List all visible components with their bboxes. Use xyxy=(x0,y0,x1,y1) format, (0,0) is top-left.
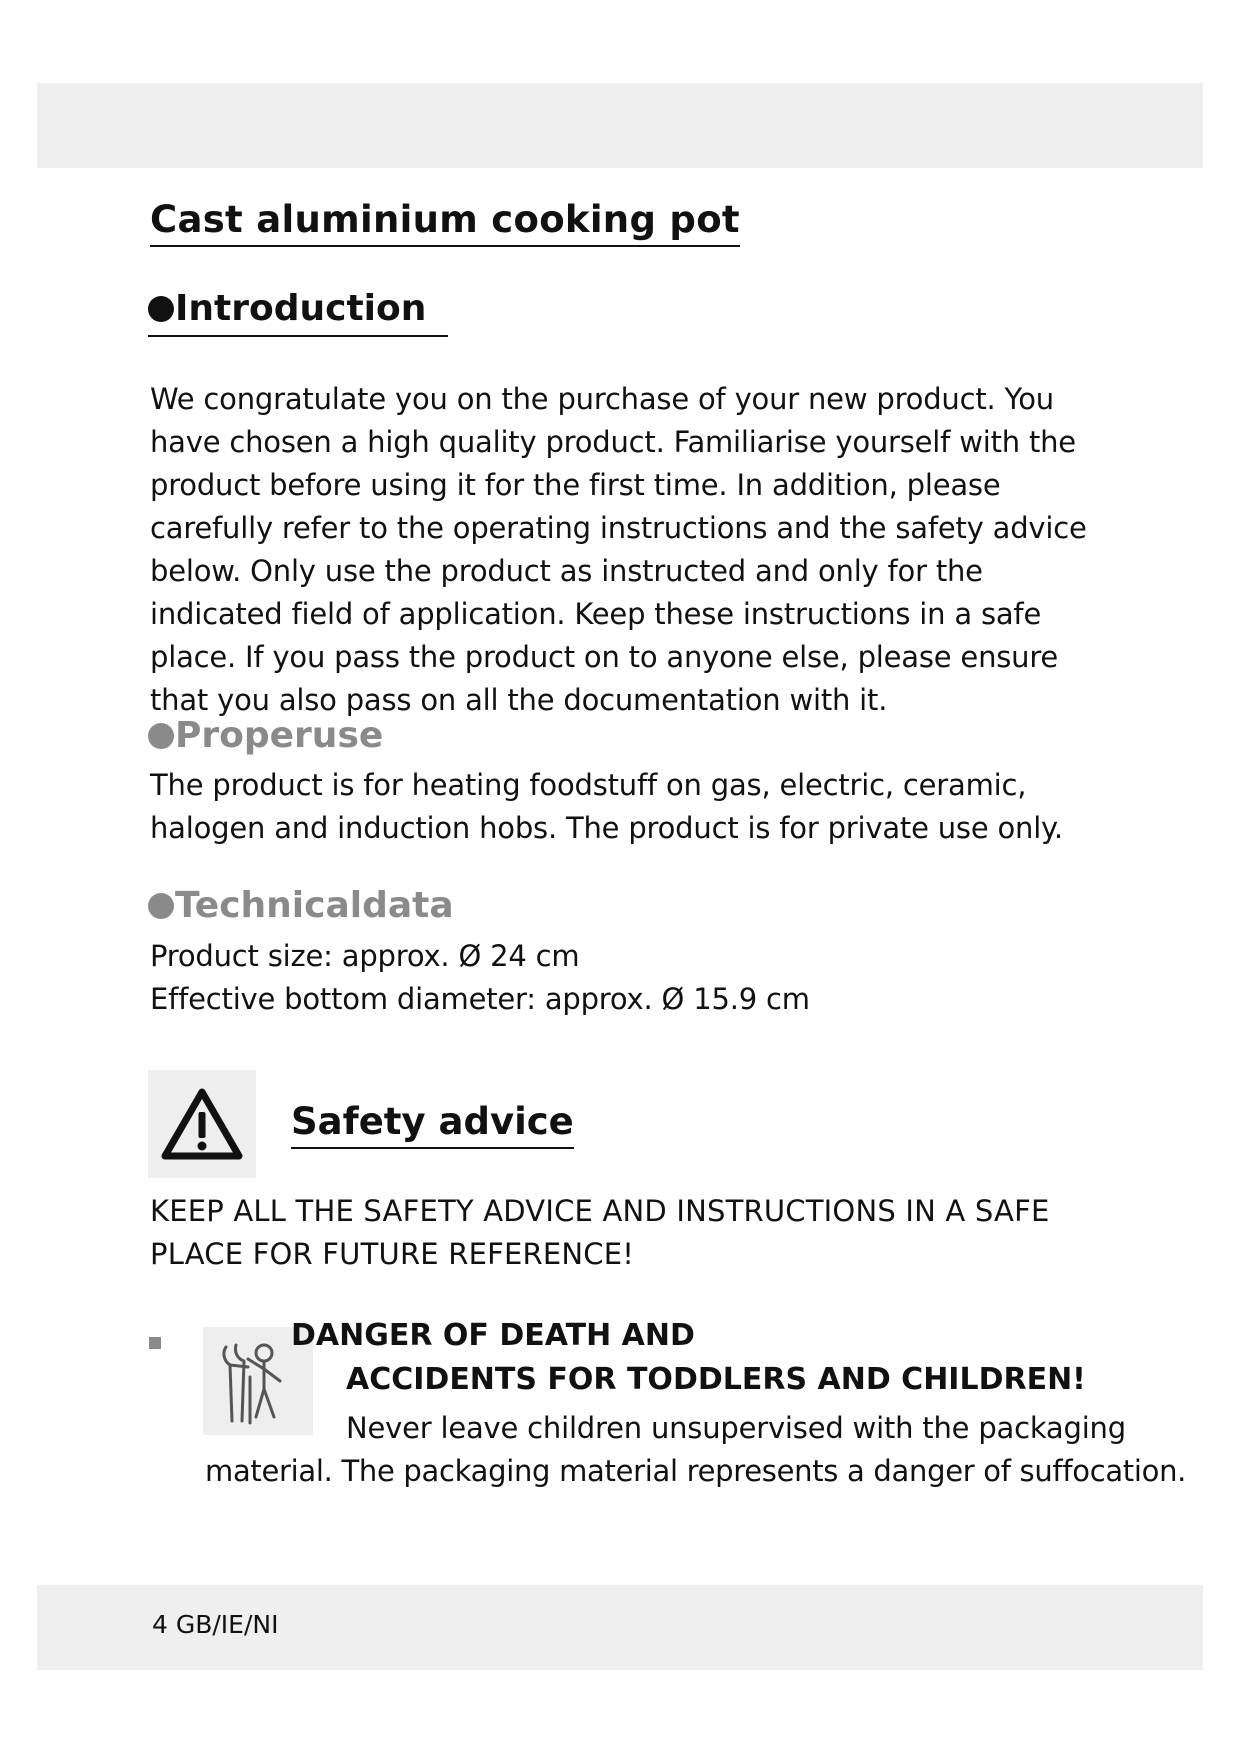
bullet-icon xyxy=(148,723,174,749)
proper-use-heading-label: Properuse xyxy=(175,715,384,756)
warning-triangle-svg xyxy=(161,1088,243,1160)
bottom-diameter-line: Effective bottom diameter: approx. Ø 15.9 cm xyxy=(150,982,810,1016)
child-warning-svg xyxy=(218,1337,298,1425)
introduction-heading-label: Introduction xyxy=(175,288,427,329)
proper-use-text: The product is for heating foodstuff on gas, electric, ceramic, halogen and induction hobs. The product is for private use only. xyxy=(150,768,1063,845)
proper-use-heading xyxy=(148,715,383,756)
keep-safety-notice: KEEP ALL THE SAFETY ADVICE AND INSTRUCTIONS IN A SAFE PLACE FOR FUTURE REFERENCE! xyxy=(150,1194,1050,1271)
danger-title-line-1: DANGER OF DEATH AND xyxy=(291,1318,695,1353)
introduction-text: We congratulate you on the purchase of your new product. You have chosen a high quality product. Familiarise yourself with the product before using it for the first time. In addition, please carefully refer to the operating instructions and the safety advice below. Only use the product as instructed and only for the indicated field of application. Keep these instructions in a safe place. If you pass the product on to anyone else, please ensure that you also pass on all the documentation with it. xyxy=(150,382,1087,717)
warning-triangle-icon xyxy=(148,1070,256,1178)
danger-title-line-2: ACCIDENTS FOR TODDLERS AND CHILDREN! xyxy=(346,1362,1086,1397)
danger-text-line-2: material. The packaging material represents a danger of suffocation. xyxy=(205,1454,1187,1488)
technical-data-heading-label: Technicaldata xyxy=(175,885,454,926)
product-size-line: Product size: approx. Ø 24 cm xyxy=(150,939,580,973)
list-bullet-icon xyxy=(149,1337,161,1349)
bullet-icon xyxy=(148,893,174,919)
bullet-icon xyxy=(148,296,174,322)
page-header-band xyxy=(37,83,1203,168)
page-number: 4 GB/IE/NI xyxy=(152,1610,279,1639)
document-title: Cast aluminium cooking pot xyxy=(150,198,740,247)
introduction-heading xyxy=(148,288,448,337)
technical-data-heading xyxy=(148,885,454,926)
safety-advice-heading: Safety advice xyxy=(291,1100,574,1149)
danger-text-line-1: Never leave children unsupervised with the packaging xyxy=(346,1411,1126,1445)
